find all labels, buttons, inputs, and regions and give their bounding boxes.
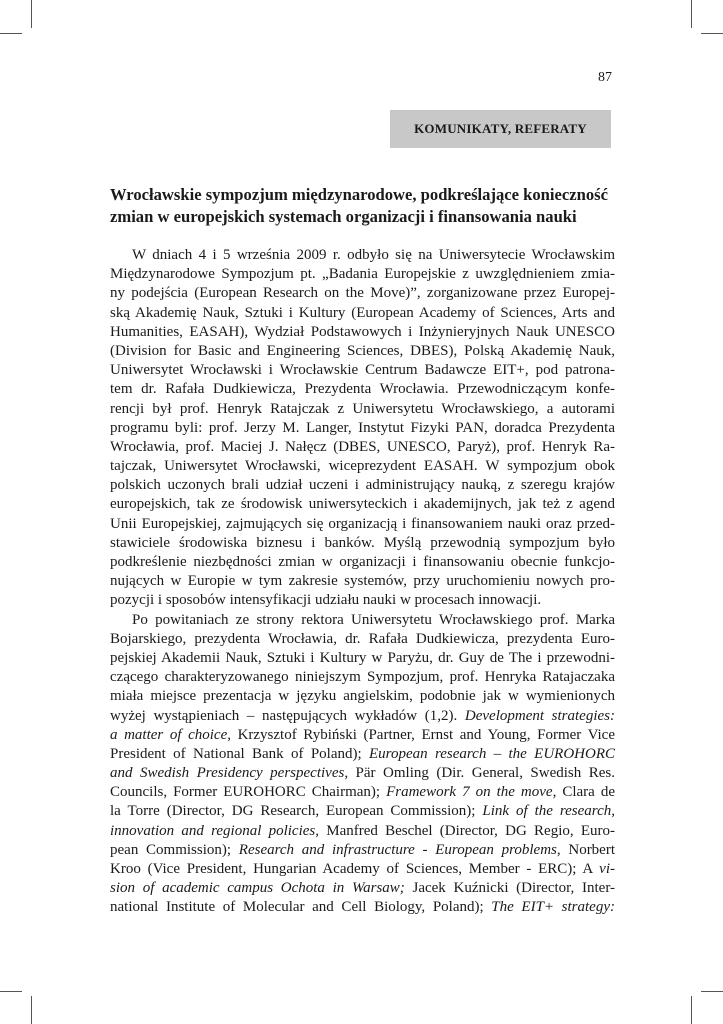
italic-title-fragment: Link of the research, (482, 803, 615, 820)
body-text-line (110, 783, 615, 802)
italic-title-fragment: vi- (599, 861, 615, 877)
body-text-line: nujących w Europie w tym zakresie systemów, przy uruchomieniu nowych pro- (110, 573, 615, 590)
text-fragment: Jacek Kuźnicki (Director, Inter- (404, 880, 616, 897)
text-fragment: national Institute of Molecular and Cell Biology, Poland); (110, 899, 492, 916)
text-fragment: Kroo (Vice President, Hungarian Academy of Sciences, Member - ERC); A (110, 861, 600, 877)
body-text-line: tajczak, Uniwersytet Wrocławski, wiceprezydent EASAH. W sympozjum obok (110, 458, 615, 475)
italic-title-fragment: Development strategies: (464, 707, 615, 724)
italic-title-fragment: Framework 7 on the move, (386, 784, 557, 801)
italic-title-fragment: sion of academic campus Ochota in Warsaw; (110, 880, 405, 897)
crop-mark-top-right-horizontal (701, 33, 723, 34)
body-text-line (110, 841, 615, 860)
body-text-line: W dniach 4 i 5 września 2009 r. odbyło się na Uniwersytecie Wrocławskim (132, 247, 615, 263)
body-text-line: ską Akademię Nauk, Sztuki i Kultury (European Academy of Sciences, Arts and (110, 304, 615, 321)
section-header-label: KOMUNIKATY, REFERATY (414, 121, 587, 136)
body-text-line: europejskich, tak ze środowisk uniwersyteckich i akademijnych, jak też z agend (110, 496, 615, 513)
article-body (110, 246, 615, 918)
crop-mark-top-left (31, 0, 32, 28)
body-text-line: rencji był prof. Henryk Ratajczak z Uniwersytetu Wrocławskiego, a autorami (110, 400, 615, 417)
article-title-line: zmian w europejskich systemach organizacji i finansowania nauki (110, 207, 577, 226)
body-text-line (110, 707, 615, 726)
body-text-line: Humanities, EASAH), Wydział Podstawowych i Inżynieryjnych Nauk UNESCO (110, 323, 615, 340)
body-text-line: czącego charakteryzowanego niniejszym Sympozjum, prof. Henryka Ratajaczaka (110, 669, 615, 686)
italic-title-fragment: The EIT+ strategy: (491, 899, 615, 916)
body-text-line: ny podejścia (European Research on the Move)”, zorganizowane przez Europej- (110, 285, 615, 302)
article-title (110, 184, 615, 228)
body-text-line (110, 802, 615, 821)
body-text-line (110, 898, 615, 917)
text-fragment: Pär Omling (Dir. General, Swedish Res. (348, 765, 615, 782)
text-fragment: la Torre (Director, DG Research, European Commission); (110, 803, 483, 820)
text-fragment: , Krzysztof Rybiński (Partner, Ernst and Young, Former Vice (227, 726, 615, 743)
text-fragment: , Norbert (556, 841, 616, 858)
body-text-line: Po powitaniach ze strony rektora Uniwersytetu Wrocławskiego prof. Marka (132, 611, 615, 628)
body-text-line: stawiciele środowiska biznesu i banków. Myślą przewodnią sympozjum było (110, 534, 615, 551)
body-text-line: polskich uczonych brali udział uczeni i administrujący nauką, z szeregu krajów (110, 477, 615, 494)
italic-title-fragment: Research and infrastructure - European problems (238, 841, 557, 858)
italic-title-fragment: a matter of choice (110, 726, 228, 743)
body-text-line: programu byli: prof. Jerzy M. Langer, Instytut Fizyki PAN, doradca Prezydenta (110, 419, 615, 436)
crop-mark-bottom-right-horizontal (701, 991, 723, 992)
text-fragment: pean Commission); (110, 841, 239, 858)
body-text-line (110, 745, 615, 764)
body-text-line: (Division for Basic and Engineering Sciences, DBES), Polską Akademię Nauk, (110, 342, 615, 359)
text-fragment: Manfred Beschel (Director, DG Regio, Euro- (319, 822, 615, 839)
crop-mark-bottom-left-horizontal (0, 991, 22, 992)
body-text-line: pejskiej Akademii Nauk, Sztuki i Kultury w Paryżu, dr. Guy de The i przewodni- (110, 649, 615, 666)
body-text-line: miała miejsce prezentacja w języku angielskim, podobnie jak w wymienionych (110, 688, 615, 705)
body-text-line (110, 822, 615, 841)
body-text-line: pozycji i sposobów intensyfikacji udziału nauki w procesach innowacji. (110, 592, 542, 609)
body-text-line (110, 764, 615, 783)
body-text-line (110, 726, 615, 745)
body-text-line: podkreślenie niezbędności zmian w organizacji i finansowaniu obecnie funkcjo- (110, 554, 615, 570)
italic-title-fragment: and Swedish Presidency perspectives, (110, 765, 349, 782)
crop-mark-top-right (691, 0, 692, 28)
crop-mark-bottom-right (691, 996, 692, 1024)
body-text-line: Wrocławia, prof. Maciej J. Nałęcz (DBES, UNESCO, Paryż), prof. Henryk Ra- (110, 438, 615, 455)
italic-title-fragment: European research – the EUROHORC (369, 745, 615, 762)
body-text-line: Bojarskiego, prezydenta Wrocławia, dr. Rafała Dudkiewicza, prezydenta Euro- (110, 630, 615, 647)
body-text-line: Unii Europejskiej, zajmujących się organizacją i finansowaniem nauki oraz przed- (110, 515, 615, 532)
crop-mark-bottom-left (31, 996, 32, 1024)
body-text-line: tem dr. Rafała Dudkiewicza, Prezydenta Wrocławia. Przewodniczącym konfe- (110, 381, 615, 398)
body-text-line: Uniwersytet Wrocławski i Wrocławskie Centrum Badawcze EIT+, pod patrona- (110, 362, 615, 379)
body-text-line (110, 879, 615, 898)
text-fragment: President of National Bank of Poland); (110, 745, 370, 762)
article-title-line: Wrocławskie sympozjum międzynarodowe, podkreślające konieczność (110, 185, 608, 204)
body-text-line (110, 860, 615, 879)
section-header (390, 110, 611, 148)
page-number: 87 (598, 70, 612, 85)
text-fragment: wyżej wystąpieniach – następujących wykładów (1,2). (110, 707, 465, 724)
crop-mark-top-left-horizontal (0, 33, 22, 34)
body-text-line: Międzynarodowe Sympozjum pt. „Badania Europejskie z uwzględnieniem zmia- (110, 266, 615, 283)
text-fragment: Councils, Former EUROHORC Chairman); (110, 784, 387, 801)
text-fragment: Clara de (556, 784, 615, 801)
italic-title-fragment: innovation and regional policies, (110, 822, 320, 839)
